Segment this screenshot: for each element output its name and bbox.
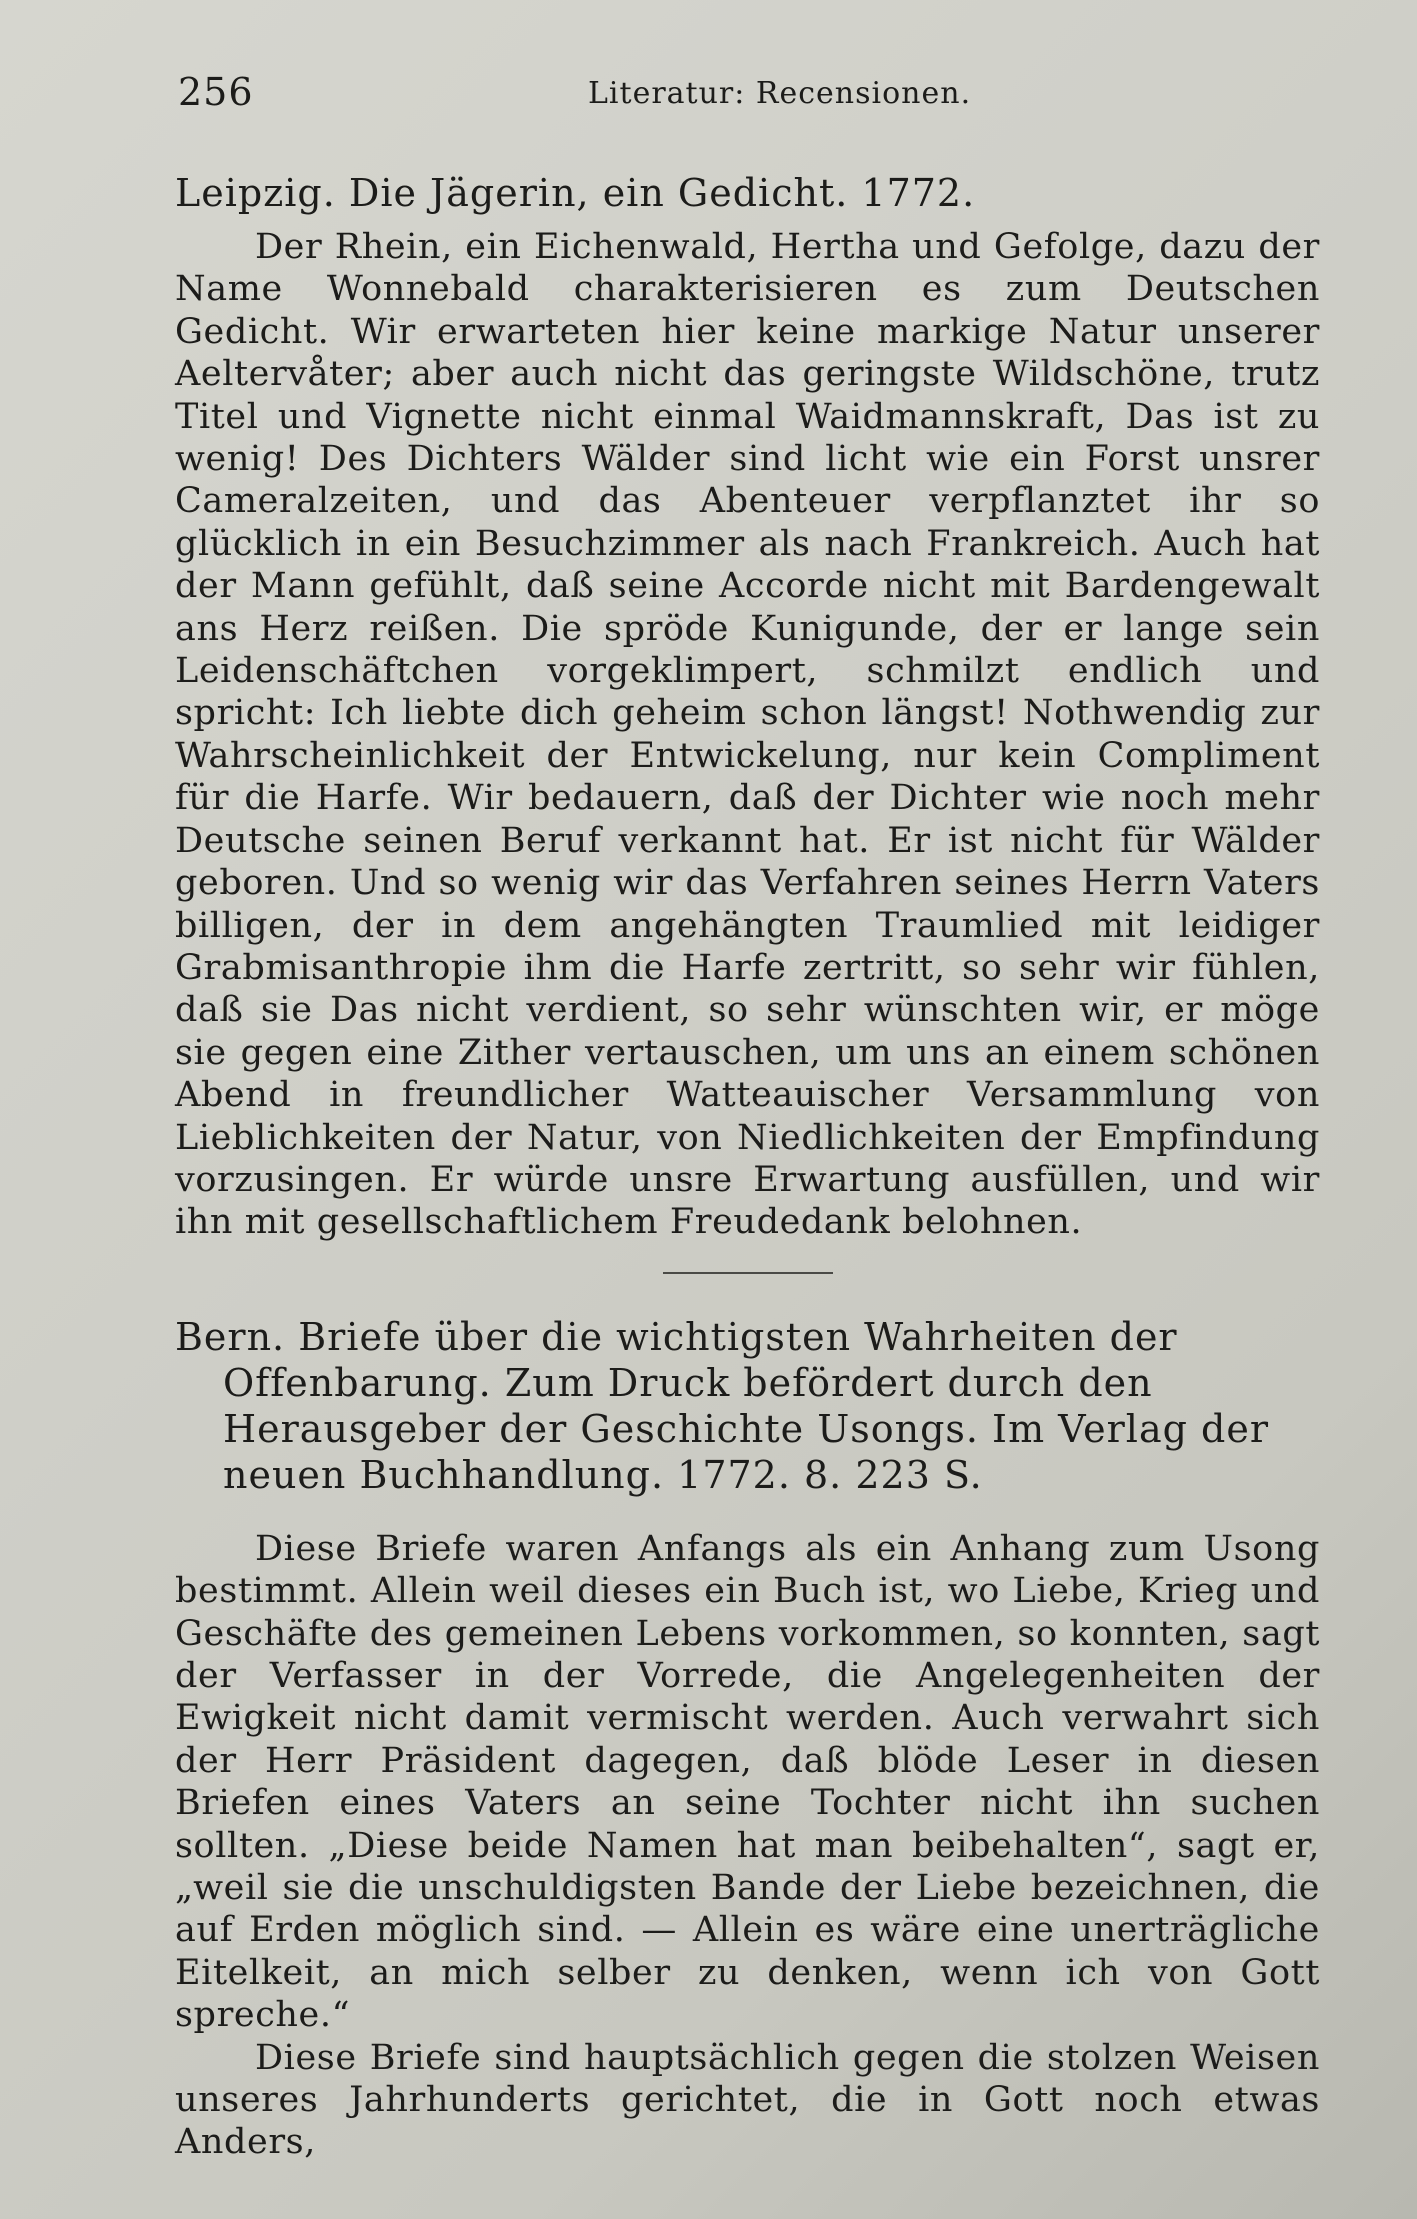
section-divider <box>663 1272 833 1274</box>
review-heading: Bern. Briefe über die wichtigsten Wahrheiten der Offenbarung. Zum Druck befördert durch den Herausgeber der Geschichte Usongs. Im Verlag der neuen Buchhandlung. 1772. 8. 223 S. <box>175 1314 1269 1497</box>
running-head: Literatur: Recensionen. <box>588 76 972 111</box>
review-heading: Leipzig. Die Jägerin, ein Gedicht. 1772. <box>175 171 976 215</box>
spacer <box>175 1506 1320 1528</box>
page-content <box>175 168 1320 2164</box>
review-paragraph: Diese Briefe sind hauptsächlich gegen die stolzen Weisen unseres Jahrhunderts gerichtet, die in Gott noch etwas Anders, <box>175 2037 1320 2163</box>
review-leipzig <box>175 168 1320 1244</box>
page-header <box>178 70 1318 120</box>
review-paragraph: Diese Briefe waren Anfangs als ein Anhang zum Usong bestimmt. Allein weil dieses ein Buch ist, wo Liebe, Krieg und Geschäfte des gemeinen Lebens vorkommen, so konnten, sagt der Verfasser in der Vorrede, die Angelegenheiten der Ewigkeit nicht damit vermischt werden. Auch verwahrt sich der Herr Präsident dagegen, daß blöde Leser in diesen Briefen eines Vaters an seine Tochter nicht ihn suchen sollten. „Diese beide Namen hat man beibehalten“, sagt er, „weil sie die unschuldigsten Bande der Liebe bezeichnen, die auf Erden möglich sind. — Allein es wäre eine unerträgliche Eitelkeit, an mich selber zu denken, wenn ich von Gott spreche.“ <box>175 1528 1320 2036</box>
review-paragraph: Der Rhein, ein Eichenwald, Hertha und Gefolge, dazu der Name Wonnebald charakterisieren es zum Deutschen Gedicht. Wir erwarteten hier keine markige Natur unserer Aeltervåter; aber auch nicht das geringste Wildschöne, trutz Titel und Vignette nicht einmal Waidmannskraft, Das ist zu wenig! Des Dichters Wälder sind licht wie ein Forst unsrer Cameralzeiten, und das Abenteuer verpflanztet ihr so glücklich in ein Besuchzimmer als nach Frankreich. Auch hat der Mann gefühlt, daß seine Accorde nicht mit Bardengewalt ans Herz reißen. Die spröde Kunigunde, der er lange sein Leidenschäftchen vorgeklimpert, schmilzt endlich und spricht: Ich liebte dich geheim schon längst! Nothwendig zur Wahrscheinlichkeit der Entwickelung, nur kein Compliment für die Harfe. Wir bedauern, daß der Dichter wie noch mehr Deutsche seinen Beruf verkannt hat. Er ist nicht für Wälder geboren. Und so wenig wir das Verfahren seines Herrn Vaters billigen, der in dem angehängten Traumlied mit leidiger Grabmisanthropie ihm die Harfe zertritt, so sehr wir fühlen, daß sie Das nicht verdient, so sehr wünschten wir, er möge sie gegen eine Zither vertauschen, um uns an einem schönen Abend in freundlicher Watteauischer Versammlung von Lieblichkeiten der Natur, von Niedlichkeiten der Empfindung vorzusingen. Er würde unsre Erwartung ausfüllen, und wir ihn mit gesellschaftlichem Freudedank belohnen. <box>175 227 1320 1243</box>
page-number: 256 <box>178 70 254 114</box>
review-bern <box>175 1314 1320 2164</box>
